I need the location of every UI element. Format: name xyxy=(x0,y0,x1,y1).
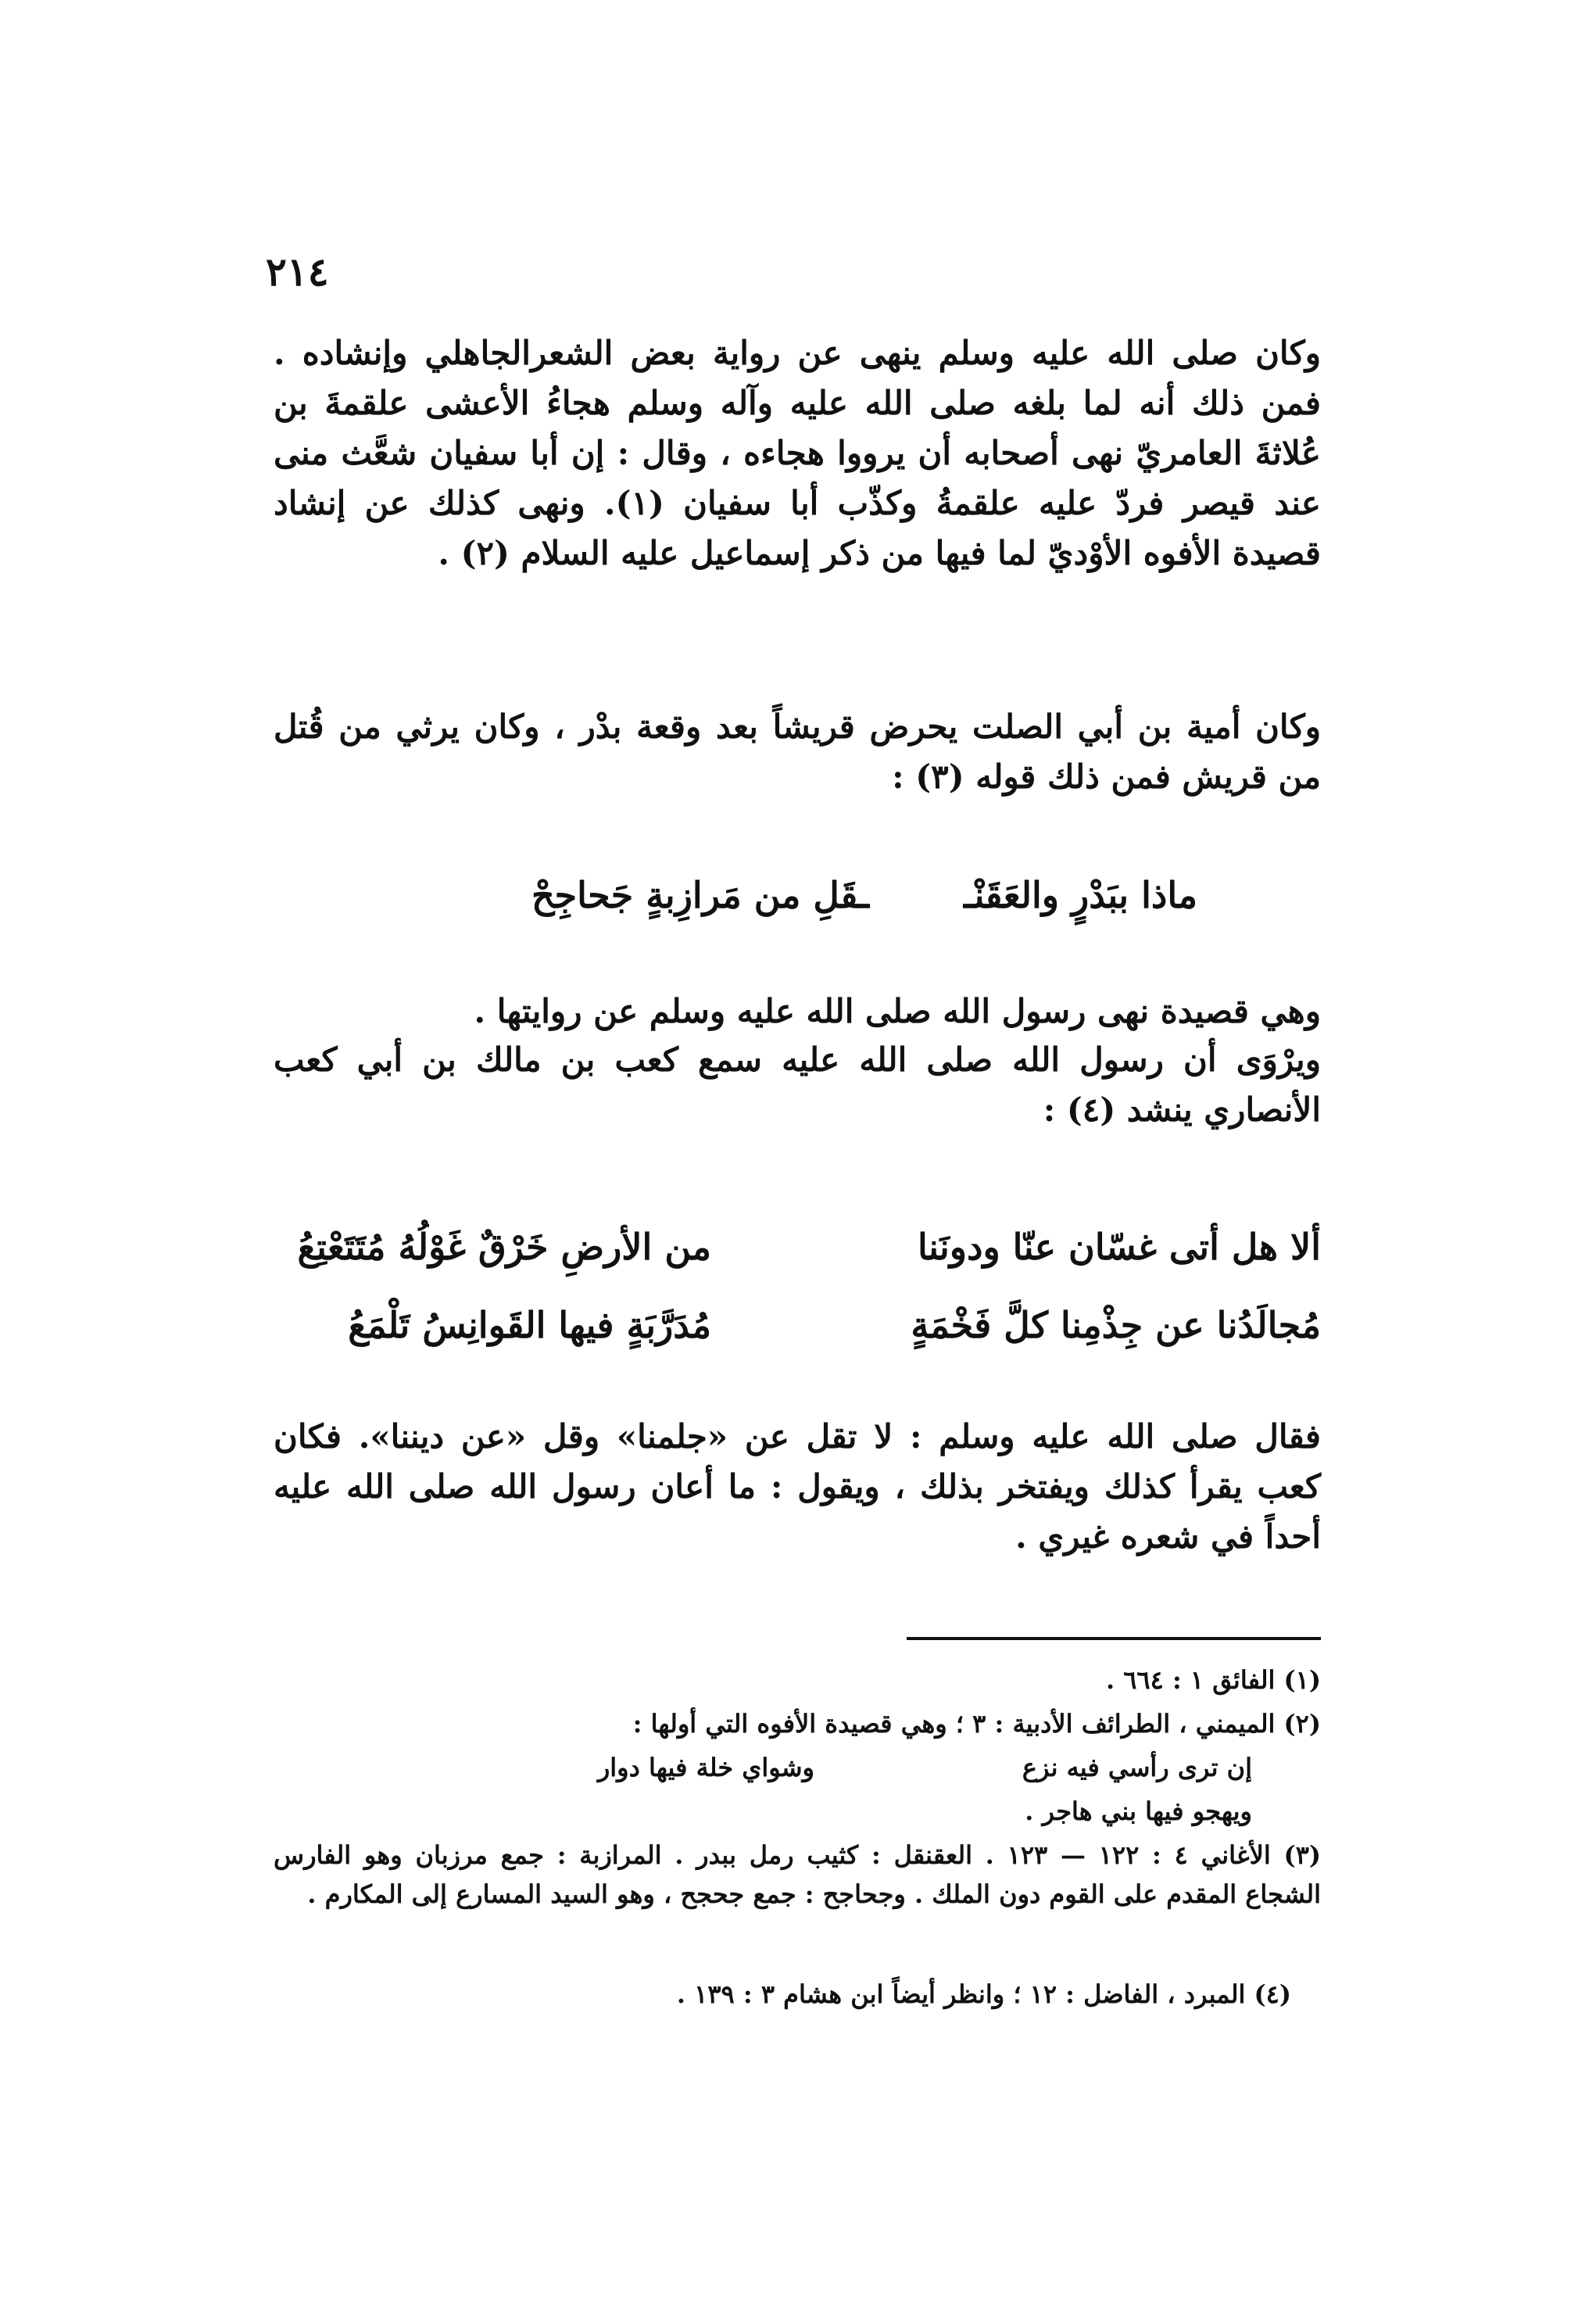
paragraph-2: وكان أمية بن أبي الصلت يحرض قريشاً بعد وقعة بدْر ، وكان يرثي من قُتل من قريش فمن ذلك قوله (٣) : xyxy=(274,707,1321,796)
poem-line-1-hemistich-2: من الأرضِ خَرْقٌ غَوْلُهُ مُتَتَعْتِعُ xyxy=(297,1226,711,1268)
footnote-2: (٢) الميمني ، الطرائف الأدبية : ٣ ؛ وهي قصيدة الأفوه التي أولها : xyxy=(632,1709,1321,1739)
footnote-1: (١) الفائق ١ : ٦٦٤ . xyxy=(1105,1665,1321,1695)
poem-line-2-hemistich-1: مُجالَدُنا عن جِذْمِنا كلَّ فَخْمَةٍ xyxy=(911,1304,1321,1346)
footnote-2-continuation: ويهجو فيها بني هاجر . xyxy=(1025,1796,1252,1826)
verse-hemistich-2: ـقَلِ من مَرازِبةٍ جَحاجِحْ xyxy=(531,874,869,916)
paragraph-1: وكان صلى الله عليه وسلم ينهى عن رواية بعض الشعرالجاهلي وإنشاده . فمن ذلك أنه لما بلغه صلى الله عليه وآله وسلم هجاءُ الأعشى علقمةَ بن عُلاثةَ العامريّ نهى أصحابه أن يرووا هجاءه ، وقال : إن أبا سفيان شعَّث منى عند قيصر فردّ عليه علقمةُ وكذّب أبا سفيان (١). ونهى كذلك عن إنشاد قصيدة الأفوه الأوْديّ لما فيها من ذكر إسماعيل عليه السلام (٢) . xyxy=(274,334,1321,572)
footnote-2-verse-hemistich-1: إن ترى رأسي فيه نزع xyxy=(1022,1753,1252,1782)
footnote-3: (٣) الأغاني ٤ : ١٢٢ — ١٢٣ . العقنقل : كثيب رمل ببدر . المرازبة : جمع مرزبان وهو الفارس الشجاع المقدم على القوم دون الملك . وجحاجح : جمع جحجح ، وهو السيد المسارع إلى المكارم . xyxy=(274,1840,1322,1909)
paragraph-3: وهي قصيدة نهى رسول الله صلى الله عليه وسلم عن روايتها . xyxy=(474,992,1321,1030)
paragraph-5: فقال صلى الله عليه وسلم : لا تقل عن «جلمنا» وقل «عن ديننا». فكان كعب يقرأ كذلك ويفتخر بذلك ، ويقول : ما أعان رسول الله صلى الله عليه أحداً في شعره غيري . xyxy=(274,1417,1321,1556)
poem-line-2-hemistich-2: مُدَرَّبَةٍ فيها القَوانِسُ تَلْمَعُ xyxy=(348,1304,711,1346)
paragraph-4: ويرْوَى أن رسول الله صلى الله عليه سمع كعب بن مالك بن أبي كعب الأنصاري ينشد (٤) : xyxy=(274,1040,1321,1129)
verse-hemistich-1: ماذا ببَدْرٍ والعَقَنْـ xyxy=(964,874,1197,916)
page-number: ٢١٤ xyxy=(266,249,329,295)
footnote-4: (٤) المبرد ، الفاضل : ١٢ ؛ وانظر أيضاً ابن هشام ٣ : ١٣٩ . xyxy=(676,1979,1291,2009)
footnote-2-verse-hemistich-2: وشواي خلة فيها دوار xyxy=(597,1753,814,1782)
poem-line-1-hemistich-1: ألا هل أتى غسّان عنّا ودونَنا xyxy=(918,1226,1321,1268)
footnote-divider xyxy=(907,1637,1321,1640)
